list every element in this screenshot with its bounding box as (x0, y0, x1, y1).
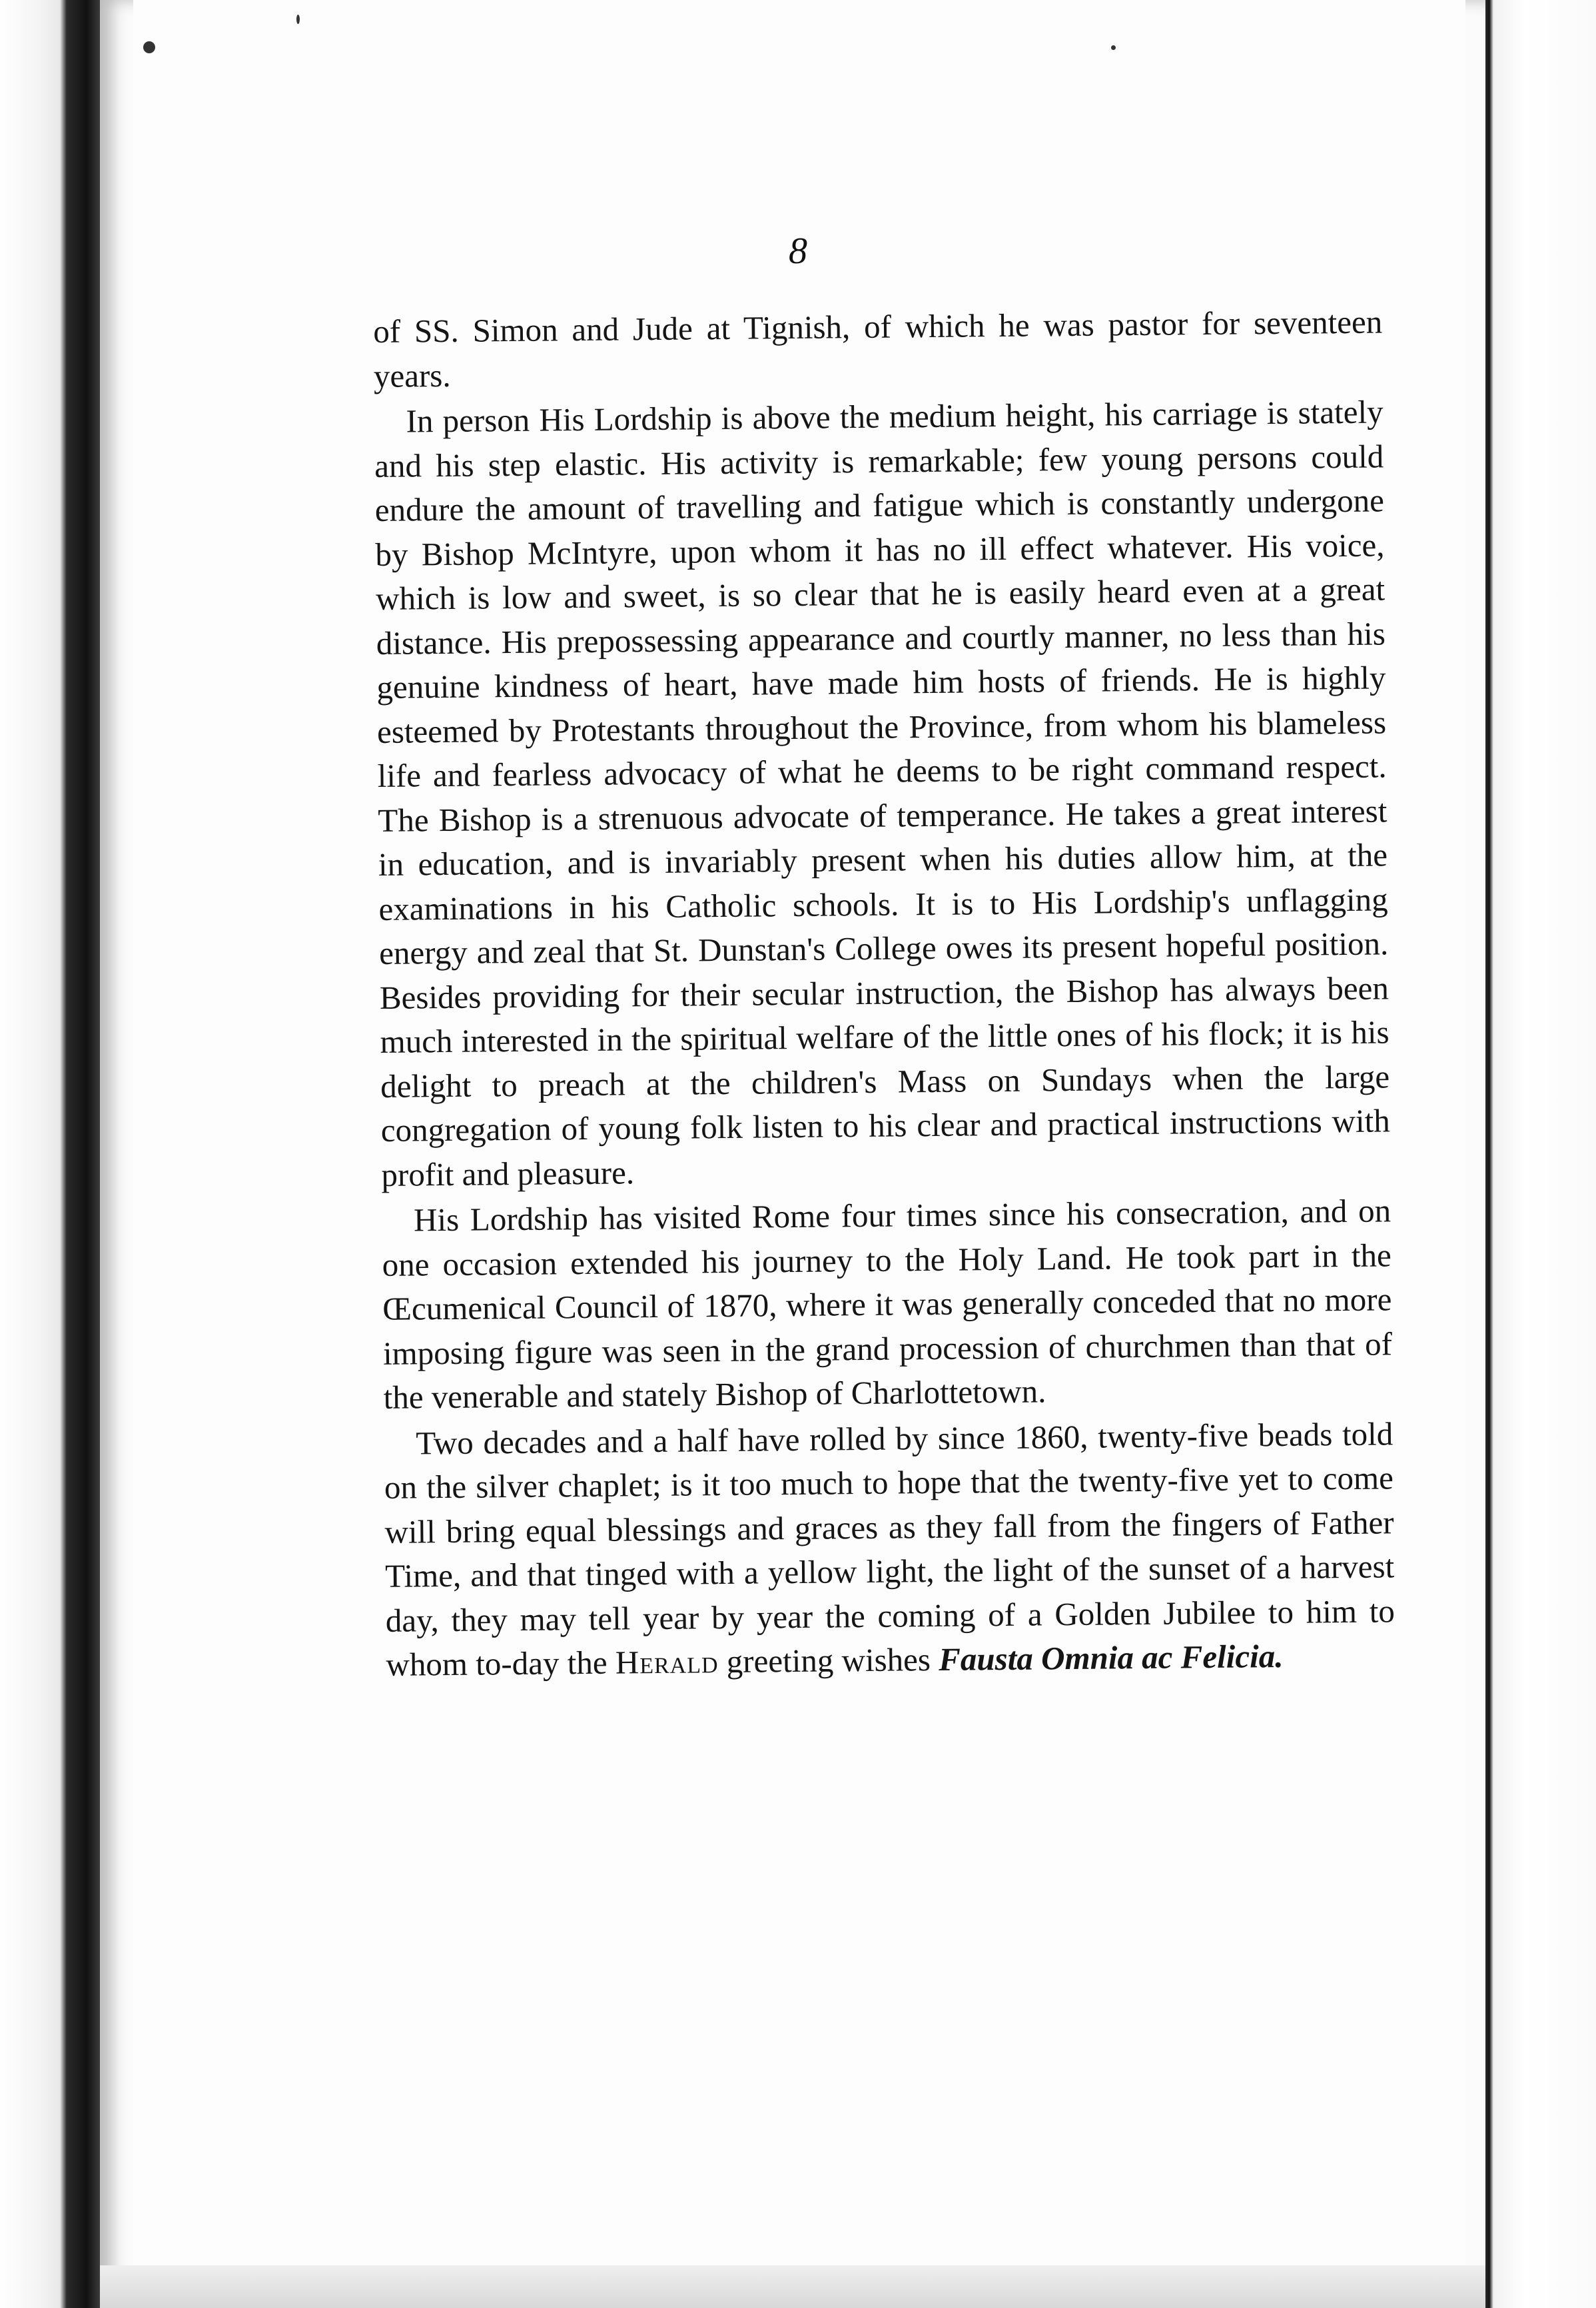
scan-right-edge (1485, 0, 1596, 2308)
paragraph: His Lordship has visited Rome four times since his consecration, and on one occasion extended his journey to the Holy Land. He took part in the Œcumenical Council of 1870, where it was generally conceded that no more imposing figure was seen in the grand procession of churchmen than that of the venerable and stately Bishop of Charlottetown. (382, 1192, 1393, 1416)
paragraph: In person His Lordship is above the medium height, his carriage is stately and his step elastic. His activity is remarkable; few young persons could endure the amount of travelling and fatigue which is constantly undergone by Bishop McIntyre, upon whom it has no ill effect whatever. His voice, which is low and sweet, is so clear that he is easily heard even at a great distance. His prepossessing appearance and courtly manner, no less than his genuine kindness of heart, have made him hosts of friends. He is highly esteemed by Protestants throughout the Province, from whom his blameless life and fearless advocacy of what he deems to be right command respect. The Bishop is a strenuous advocate of temperance. He takes a great interest in education, and is invariably present when his duties allow him, at the examinations in his Catholic schools. It is to His Lordship's unflagging energy and zeal that St. Dunstan's College owes its present hopeful position. Besides providing for their secular instruction, the Bishop has always been much interested in the spiritual welfare of the little ones of his flock; it is his delight to preach at the children's Mass on Sundays when the large congregation of young folk listen to his clear and practical instructions with profit and pleasure. (374, 393, 1391, 1193)
scan-left-edge (0, 0, 100, 2308)
closing-paragraph (384, 1412, 1396, 1688)
herald-name: Herald (615, 1643, 719, 1681)
scan-speck (143, 41, 155, 53)
closing-text: Two decades and a half have rolled by since 1860, twenty-five beads told on the silver chaplet; is it too much to hope that the twenty-five yet to come will bring equal blessings and graces as they fall from the fingers of Father Time, and that tinged with a yellow light, the light of the sunset of a harvest day, they may tell year by year the coming of a Golden Jubilee to him to whom to-day the (384, 1415, 1396, 1683)
latin-phrase: Fausta Omnia ac Felicia. (938, 1637, 1284, 1678)
page-bottom-shadow (100, 2265, 1485, 2308)
scan-speck (1111, 45, 1116, 50)
paragraph: of SS. Simon and Jude at Tignish, of which he was pastor for seventeen years. (373, 303, 1383, 394)
body-text (373, 300, 1396, 1688)
greeting-text: greeting wishes (726, 1641, 931, 1680)
scan-speck (296, 15, 300, 24)
page-number: 8 (789, 231, 807, 272)
